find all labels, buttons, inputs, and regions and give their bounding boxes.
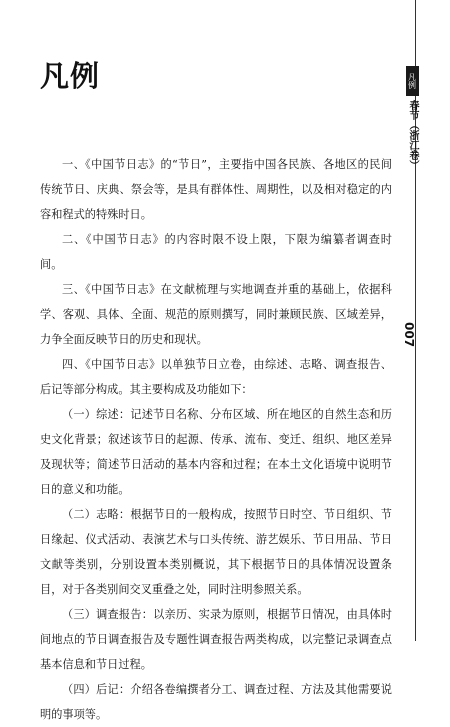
paragraph-2: 二、《中国节日志》的内容时限不设上限，下限为编纂者调查时间。 [40,233,392,271]
page-number: 007 [402,322,416,348]
paragraph-5: （一）综述：记述节日名称、分布区域、所在地区的自然生态和历史文化背景；叙述该节日的起源、传承、流布、变迁、组织、地区差异及现状等；简述节日活动的基本内容和过程；在本土文化语境中说明节日的意义和功能。 [40,408,392,496]
paragraph-7: （三）调查报告：以亲历、实录为原则，根据节日情况，由具体时间地点的节日调查报告及专题性调查报告两类构成，以完整记录调查点基本信息和节日过程。 [40,608,392,671]
paragraph-1: 一、《中国节日志》的“节日”，主要指中国各民族、各地区的民间传统节日、庆典、祭会等，是具有群体性、周期性，以及相对稳定的内容和程式的特殊时日。 [40,158,392,221]
paragraph-8: （四）后记：介绍各卷编撰者分工、调查过程、方法及其他需要说明的事项等。 [40,683,392,721]
side-tab [405,66,419,170]
section-tab: 凡例 [406,66,419,96]
paragraph-3: 三、《中国节日志》在文献梳理与实地调查并重的基础上，依据科学、客观、具体、全面、规范的原则撰写，同时兼顾民族、区域差异，力争全面反映节日的历史和现状。 [40,283,392,346]
running-head: 春节（浙江卷） [407,100,418,170]
paragraph-6: （二）志略：根据节日的一般构成，按照节日时空、节日组织、节日缘起、仪式活动、表演艺术与口头传统、游艺娱乐、节日用品、节日文献等类别，分别设置本类别概说，其下根据节日的具体情况设置条目，对于各类别间交叉重叠之处，同时注明参照关系。 [40,508,392,596]
page-title: 凡例 [40,59,101,93]
paragraph-4: 四、《中国节日志》以单独节日立卷，由综述、志略、调查报告、后记等部分构成。其主要构成及功能如下： [40,358,392,396]
